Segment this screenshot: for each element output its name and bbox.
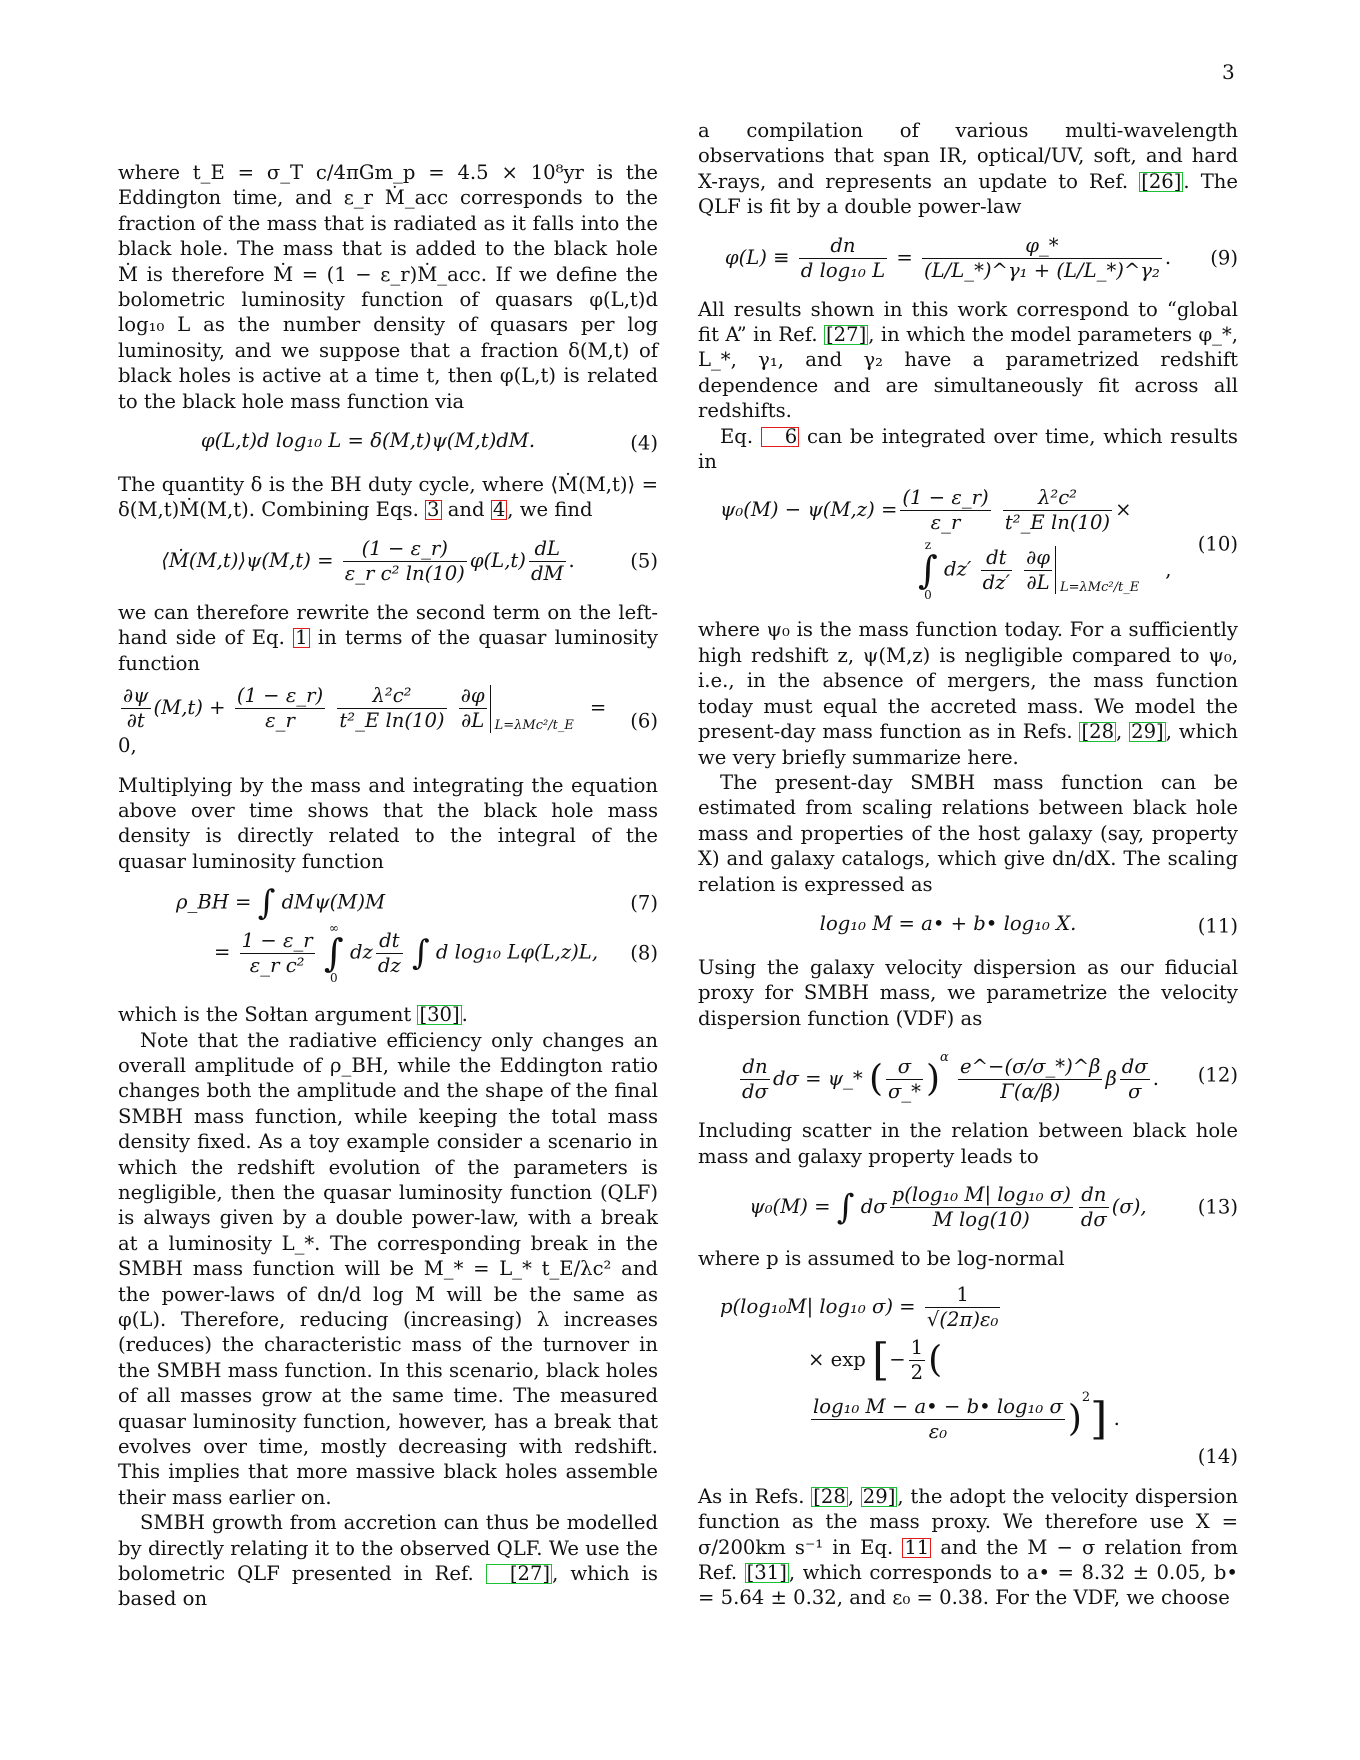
paragraph: [118, 472, 658, 523]
fraction: [1003, 486, 1112, 535]
eq-lhs: ψ₀(M) =: [749, 1194, 831, 1218]
evaluation-bar: [490, 685, 574, 734]
eq-ref-link[interactable]: 1: [295, 626, 308, 650]
fraction: [922, 234, 1162, 283]
equation-number: (7): [630, 891, 658, 915]
numerator: p(log₁₀ M| log₁₀ σ): [891, 1182, 1071, 1206]
text: Eq.: [720, 424, 754, 448]
citation-link[interactable]: 29]: [1131, 720, 1164, 744]
denominator: ε_r c² ln(10): [344, 561, 465, 585]
punctuation: .: [1152, 1067, 1159, 1091]
eq-term: × exp: [808, 1348, 866, 1372]
minus-sign: −: [889, 1348, 906, 1372]
page-number: 3: [1222, 60, 1235, 84]
eq-lhs: ⟨Ṁ(M,t)⟩ψ(M,t) =: [161, 548, 334, 572]
equation-4: [118, 428, 658, 458]
exponent: α: [940, 1050, 949, 1066]
equation-number: (9): [1210, 246, 1238, 270]
eq-rhs: = 0,: [118, 696, 607, 758]
upper-limit: z: [924, 538, 932, 553]
text: where ψ₀ is the mass function today. For a sufficiently high redshift z, ψ(M,z) is negligible compared to ψ₀, i.e., in the absence of mergers, the mass function today must equal the accreted mass. We model the present-day mass function as in Refs.: [698, 618, 1238, 744]
text: and the M − σ relation from Ref.: [698, 1535, 1238, 1584]
eq-term: dσ: [860, 1194, 887, 1218]
numerator: dt: [986, 545, 1007, 569]
citation-link[interactable]: [28: [813, 1484, 846, 1508]
times-sign: ×: [1115, 498, 1132, 522]
paragraph: Multiplying by the mass and integrating the equation above over time shows that the black hole mass density is directly related to the integral of the quasar luminosity function: [118, 773, 658, 873]
paragraph: Using the galaxy velocity dispersion as our fiducial proxy for SMBH mass, we parametrize the velocity dispersion function (VDF) as: [698, 955, 1238, 1030]
fraction: [958, 1055, 1102, 1104]
denominator: dσ: [1080, 1207, 1107, 1231]
equation-number: (11): [1197, 914, 1238, 938]
fraction: [740, 1055, 770, 1104]
text: As in Refs.: [698, 1484, 805, 1508]
numerator: ∂φ: [1026, 545, 1051, 569]
paragraph: [118, 600, 658, 676]
upper-limit: ∞: [328, 921, 339, 936]
equals-sign: =: [214, 940, 231, 964]
numerator: φ_*: [1025, 233, 1059, 257]
denominator: dσ: [742, 1080, 768, 1104]
paragraph: where t_E = σ_T c/4πGm_p = 4.5 × 10⁸yr is the Eddington time, and ε_r Ṁ_acc corresponds to the fraction of the mass that is radiated as it falls into the black hole. The mass that is added to the black hole Ṁ is therefore Ṁ = (1 − ε_r)Ṁ_acc. If we define the bolometric luminosity function of quasars φ(L,t)d log₁₀ L as the number density of quasars per log luminosity, and we suppose that a fraction δ(M,t) of black holes is active at a time t, then φ(L,t) is related to the black hole mass function via: [118, 161, 658, 413]
equation-number: (8): [630, 941, 658, 965]
text: . The QLF is fit by a double power-law: [698, 169, 1238, 219]
eq-term: φ(L,t): [469, 548, 526, 572]
punctuation: .: [1113, 1407, 1120, 1431]
fraction: [1024, 546, 1052, 595]
paragraph: [698, 424, 1238, 475]
text: SMBH growth from accretion can thus be modelled by directly relating it to the observed QLF. We use the bolometric QLF presented in Ref.: [118, 1511, 658, 1586]
citation-link[interactable]: [27]: [826, 323, 867, 347]
punctuation: ,: [1165, 557, 1172, 581]
denominator: M log(10): [890, 1207, 1073, 1232]
paragraph: [698, 118, 1238, 220]
eq-ref-link[interactable]: 3: [427, 498, 440, 522]
fraction: [1120, 1055, 1150, 1104]
numerator: (1 − ε_r): [236, 684, 324, 708]
numerator: (1 − ε_r): [902, 486, 989, 510]
equation-6: [118, 684, 658, 758]
eq-lhs: p(log₁₀M| log₁₀ σ) =: [720, 1295, 916, 1319]
numerator: λ²c²: [372, 684, 412, 708]
text: , which is based on: [118, 1562, 658, 1611]
text: we can therefore rewrite the second term on the left-hand side of Eq.: [118, 600, 658, 650]
fraction: [909, 1336, 925, 1385]
eq-lhs: φ(L) ≡: [724, 245, 790, 269]
denominator: ε_r: [900, 510, 990, 535]
equation-13: [698, 1183, 1238, 1232]
denominator: ∂L: [1024, 570, 1052, 595]
denominator: (L/L_*)^γ₁ + (L/L_*)^γ₂: [924, 258, 1160, 282]
denominator: ∂t: [121, 708, 151, 733]
denominator: t²_E ln(10): [339, 709, 445, 733]
equation-text: φ(L,t)d log₁₀ L = δ(M,t)ψ(M,t)dM.: [200, 429, 536, 453]
fraction: [1079, 1183, 1109, 1232]
text: All results shown in this work correspond to “global fit A” in Ref.: [698, 297, 1238, 347]
denominator: σ_*: [888, 1080, 921, 1104]
integral-sign: ∫: [257, 883, 276, 924]
fraction: [343, 537, 467, 586]
lower-limit: 0: [924, 588, 932, 603]
citation-link[interactable]: [28: [1081, 720, 1115, 744]
citation-link[interactable]: [31]: [746, 1561, 787, 1584]
left-column: [118, 160, 658, 1612]
eq-ref-link[interactable]: 4: [492, 498, 506, 522]
paren: ): [925, 1058, 941, 1100]
eq-lhs: ρ_BH =: [176, 890, 252, 914]
denominator: ε_r: [235, 708, 325, 733]
paren: ): [1067, 1398, 1082, 1440]
equation-text: log₁₀ M = a• + b• log₁₀ X.: [819, 911, 1077, 935]
text: , we find: [507, 498, 593, 522]
denominator: dM: [530, 561, 564, 585]
text: The quantity δ is the BH duty cycle, where ⟨Ṁ(M,t)⟩ = δ(M,t)Ṁ(M,t). Combining Eqs.: [118, 473, 658, 522]
numerator: dt: [379, 928, 400, 952]
integral-sign: ∫: [918, 548, 938, 593]
eq-term: d log₁₀ Lφ(L,z)L,: [435, 940, 599, 964]
denominator: √(2π)ε₀: [926, 1308, 999, 1332]
text: , which corresponds to a• = 8.32 ± 0.05, b• = 5.64 ± 0.32, and ε₀ = 0.38. For the VDF, we choose: [698, 1561, 1238, 1610]
equation-number: (6): [630, 709, 658, 733]
eq-term: dz: [349, 940, 373, 964]
equation-number: (10): [1197, 532, 1238, 556]
evaluation-bar: [1055, 546, 1140, 596]
exponent: 2: [1081, 1390, 1091, 1406]
fraction: [811, 1395, 1065, 1444]
denominator: d log₁₀ L: [800, 258, 886, 282]
eq-term: dz′: [944, 557, 972, 581]
equation-number: (4): [630, 431, 658, 455]
eq-term: (M,t) +: [153, 696, 226, 720]
citation-link[interactable]: [26]: [1141, 169, 1182, 193]
fraction: [890, 1183, 1073, 1232]
text: where p is assumed to be log-normal: [698, 1246, 1065, 1270]
integral-with-limits: [918, 539, 938, 601]
paragraph: [118, 1002, 658, 1027]
numerator: ∂ψ: [123, 684, 149, 708]
equals-sign: =: [896, 245, 913, 269]
lower-limit: 0: [330, 971, 338, 986]
fraction: [886, 1055, 923, 1104]
integral-sign: ∫: [836, 1187, 855, 1228]
equation-5: ⟨Ṁ(M,t)⟩ψ(M,t) = $\frac{(1 - \varepsilon\_r)}{\text{ε\_r c² ln(10)}}$ φ(L,t) $\frac{dL}{dM}$ . (5): [161, 536, 658, 585]
citation-link[interactable]: [27]: [486, 1564, 552, 1584]
fraction: [376, 929, 403, 978]
integral-with-limits: [324, 922, 344, 984]
text: in terms of the quasar luminosity function: [118, 626, 659, 675]
citation-link[interactable]: 29]: [862, 1484, 896, 1508]
numerator: dn: [742, 1055, 768, 1079]
integral-sign: ∫: [323, 931, 344, 976]
numerator: 1: [910, 1336, 924, 1360]
text: , the adopt the velocity dispersion function as the mass proxy. We therefore use X = σ/200km s⁻¹ in Eq.: [698, 1484, 1238, 1559]
denominator: ε_r c²: [240, 953, 315, 978]
numerator: e^−(σ/σ_*)^β: [960, 1055, 1101, 1079]
numerator: ∂φ: [460, 684, 485, 708]
equation-7: [118, 883, 658, 924]
numerator: 1 − ε_r: [241, 928, 313, 952]
equation-12: [698, 1045, 1238, 1104]
integral-sign: ∫: [411, 933, 430, 974]
numerator: λ²c²: [1037, 486, 1078, 510]
denominator: dz: [377, 953, 401, 977]
equation-8: [118, 922, 658, 984]
equation-number: (5): [630, 549, 658, 573]
equation-number: (12): [1197, 1062, 1238, 1086]
fraction: [900, 486, 990, 535]
fraction: [459, 684, 487, 733]
text: which is the Sołtan argument: [118, 1003, 412, 1027]
numerator: log₁₀ M − a• − b• log₁₀ σ: [813, 1395, 1063, 1419]
eq-term: β: [1105, 1067, 1117, 1091]
paragraph: where ψ₀ is the mass function today. For a sufficiently high redshift z, ψ(M,z) is negligible compared to ψ₀, i.e., in the absence of mergers, the mass function today must equal the accreted mass. We model the present-day mass function as in Refs. [28 , 29] , which we very briefly summarize here.: [698, 618, 1238, 769]
denominator: ∂L: [459, 708, 487, 733]
numerator: dn: [1081, 1182, 1107, 1206]
equation-number: (13): [1197, 1195, 1238, 1219]
text: and: [447, 498, 485, 522]
fraction: [337, 684, 446, 733]
equation-9: [698, 234, 1238, 283]
text: can be integrated over time, which results in: [698, 424, 1238, 474]
right-column: [698, 118, 1238, 1611]
denominator: Γ(α/β): [958, 1079, 1102, 1104]
paragraph: [118, 1510, 658, 1612]
denominator: ε₀: [811, 1419, 1065, 1444]
numerator: dσ: [1121, 1055, 1148, 1079]
text: .: [461, 1003, 468, 1027]
fraction: [981, 546, 1012, 595]
denominator: t²_E ln(10): [1004, 511, 1111, 535]
text: a compilation of various multi-wavelength observations that span IR, optical/UV, soft, and hard X-rays, and represents an update to Ref.: [698, 119, 1238, 193]
paragraph: As in Refs. [28 , 29] , the adopt the velocity dispersion function as the mass proxy. We therefore use X = σ/200km s⁻¹ in Eq. 11 and the M − σ relation from Ref. [31] , which corresponds to a• = 8.32 ± 0.05, b• = 5.64 ± 0.32, and ε₀ = 0.38. For the VDF, we choose: [698, 1484, 1238, 1610]
paragraph: Note that the radiative efficiency only changes an overall amplitude of ρ_BH, while the Eddington ratio changes both the amplitude and the shape of the final SMBH mass function, while keeping the total mass density fixed. As a toy example consider a scenario in which the redshift evolution of the parameters is negligible, then the quasar luminosity function (QLF) is always given by a double power-law, with a break at a luminosity L_*. The corresponding break in the SMBH mass function will be M_* = L_* t_E/λc² and the power-laws of dn/d log M will be the same as φ(L). Therefore, reducing (increasing) λ increases (reduces) the characteristic mass of the turnover in the SMBH mass function. In this scenario, black holes of all masses grow at the same time. The measured quasar luminosity function, however, has a break that evolves over time, mostly decreasing with redshift. This implies that more massive black holes assemble their mass earlier on.: [118, 1028, 658, 1509]
eq-term: dσ = ψ_*: [772, 1067, 863, 1091]
fraction: [121, 684, 151, 733]
eq-ref-link[interactable]: 6: [761, 427, 799, 447]
numerator: dn: [830, 233, 856, 257]
numerator: 1: [956, 1283, 969, 1307]
paragraph: The present-day SMBH mass function can be estimated from scaling relations between black hole mass and properties of the host galaxy (say, property X) and galaxy catalogs, which give dn/dX. The scaling relation is expressed as: [698, 770, 1238, 896]
fraction: [240, 929, 315, 978]
eq-term: (σ),: [1111, 1194, 1147, 1218]
text: , which we very briefly summarize here.: [698, 720, 1238, 769]
paragraph: Including scatter in the relation between black hole mass and galaxy property leads to: [698, 1119, 1238, 1168]
punctuation: .: [1164, 245, 1172, 269]
paragraph: [698, 297, 1238, 424]
equation-14: [698, 1283, 1238, 1469]
fraction: [799, 234, 887, 283]
bracket: ]: [1090, 1393, 1108, 1445]
denominator: 2: [910, 1361, 924, 1385]
numerator: dL: [534, 536, 561, 560]
bracket: [: [872, 1334, 890, 1386]
evaluation-subscript: L=λMc²/t_E: [1060, 580, 1140, 596]
paren: (: [868, 1058, 883, 1100]
equation-number: (14): [1197, 1445, 1238, 1469]
denominator: dz′: [982, 570, 1010, 594]
evaluation-subscript: L=λMc²/t_E: [494, 718, 574, 734]
fraction: [925, 1283, 1001, 1332]
numerator: (1 − ε_r): [361, 536, 448, 560]
eq-term: dMψ(M)M: [281, 890, 386, 914]
paragraph: [698, 1246, 1238, 1271]
text: , in which the model parameters φ_*, L_*, γ₁, and γ₂ have a parametrized redshift dependence and are simultaneously fit across all redshifts.: [698, 323, 1238, 423]
fraction: [235, 684, 325, 733]
fraction: [529, 537, 566, 586]
equation-11: [698, 911, 1238, 941]
eq-lhs: ψ₀(M) − ψ(M,z) =: [720, 498, 898, 522]
equation-10: [698, 486, 1238, 601]
citation-link[interactable]: [30]: [419, 1003, 460, 1027]
paren: (: [928, 1339, 943, 1381]
numerator: σ: [897, 1055, 912, 1079]
denominator: σ: [1120, 1079, 1150, 1104]
eq-ref-link[interactable]: 11: [904, 1535, 930, 1559]
